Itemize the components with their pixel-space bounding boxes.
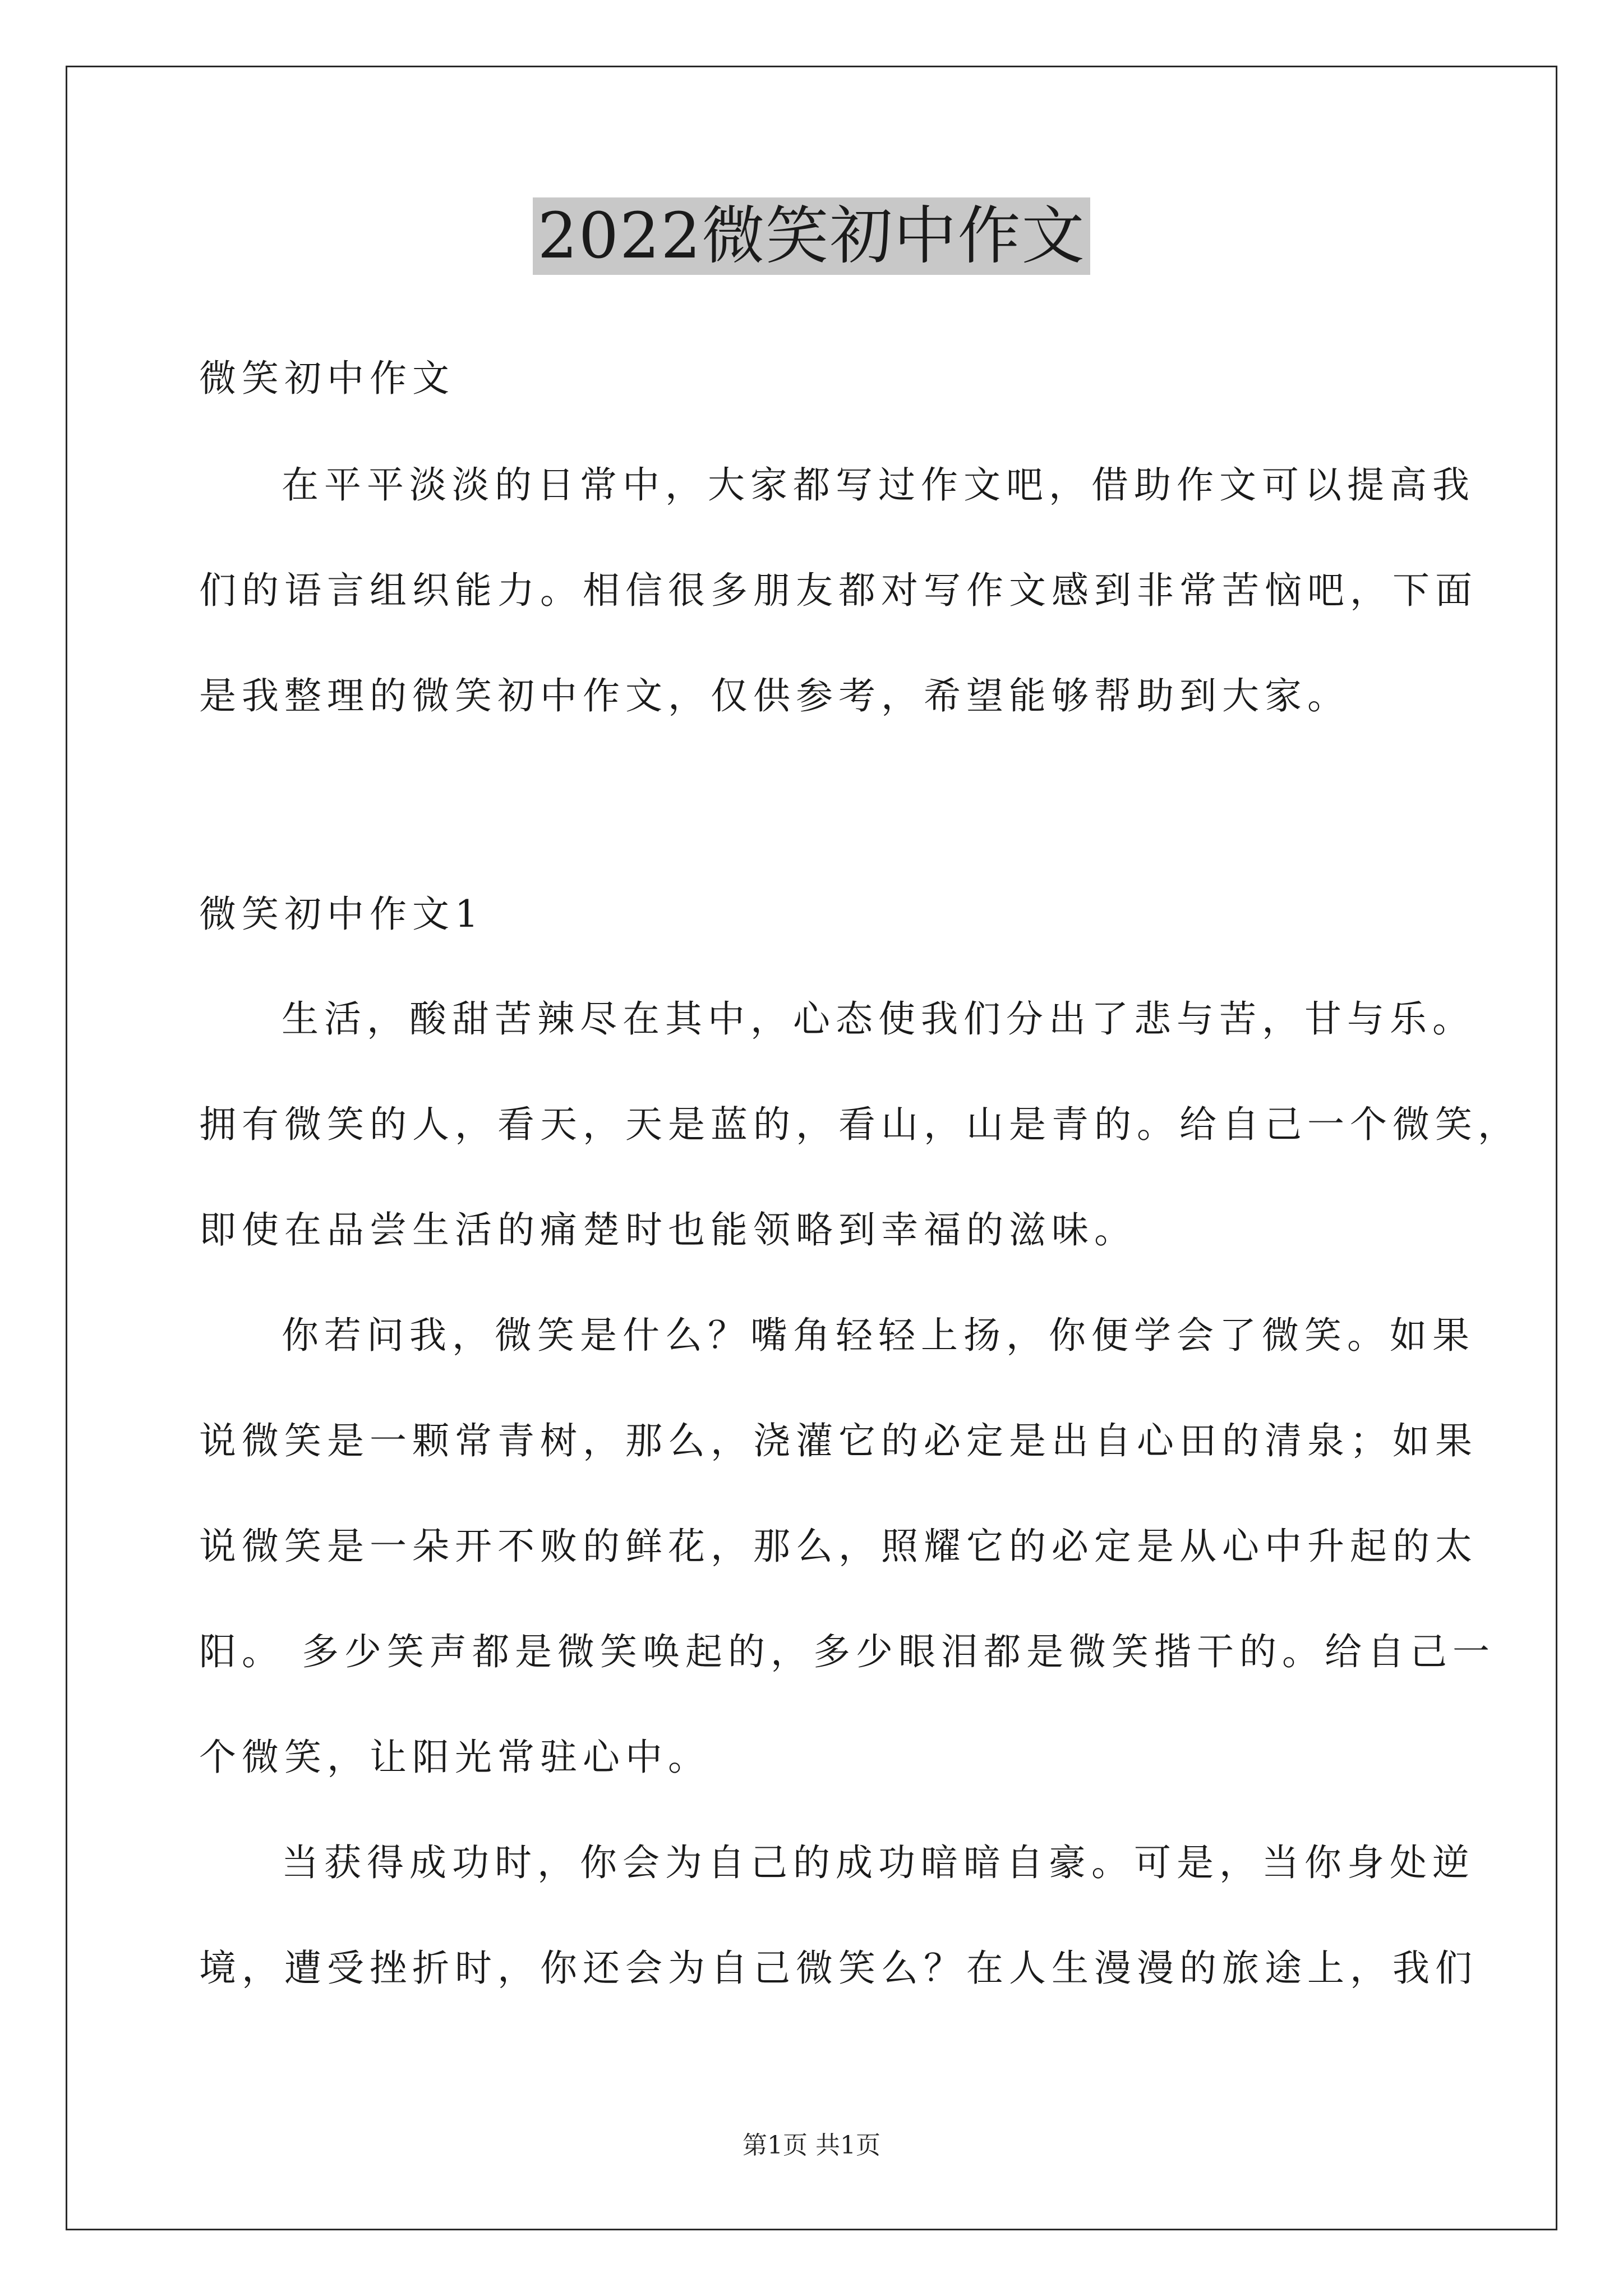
paragraph-line: 是我整理的微笑初中作文，仅供参考，希望能够帮助到大家。	[199, 674, 1350, 717]
paragraph-line: 生活，酸甜苦辣尽在其中，心态使我们分出了悲与苦，甘与乐。	[282, 997, 1475, 1041]
paragraph-line: 们的语言组织能力。相信很多朋友都对写作文感到非常苦恼吧，下面	[199, 569, 1478, 612]
paragraph-line: 境，遭受挫折时，你还会为自己微笑么？在人生漫漫的旅途上，我们	[199, 1947, 1478, 1990]
paragraph-line: 拥有微笑的人，看天，天是蓝的，看山，山是青的。给自己一个微笑，	[199, 1103, 1520, 1146]
paragraph-line: 你若问我，微笑是什么？嘴角轻轻上扬，你便学会了微笑。如果	[282, 1314, 1475, 1357]
section-heading: 微笑初中作文1	[199, 892, 484, 936]
paragraph-line: 说微笑是一颗常青树，那么，浇灌它的必定是出自心田的清泉；如果	[199, 1419, 1478, 1462]
document-title: 2022微笑初中作文	[533, 197, 1090, 275]
paragraph-line: 说微笑是一朵开不败的鲜花，那么，照耀它的必定是从心中升起的太	[199, 1525, 1478, 1568]
paragraph-line: 个微笑，让阳光常驻心中。	[199, 1736, 711, 1779]
title-container	[0, 197, 1623, 275]
subtitle: 微笑初中作文	[199, 357, 455, 400]
paragraph-line: 在平平淡淡的日常中，大家都写过作文吧，借助作文可以提高我	[282, 463, 1475, 507]
paragraph-line: 阳。 多少笑声都是微笑唤起的，多少眼泪都是微笑揩干的。给自己一	[199, 1630, 1495, 1673]
page-footer: 第1页 共1页	[743, 2131, 880, 2160]
paragraph-line: 当获得成功时，你会为自己的成功暗暗自豪。可是，当你身处逆	[282, 1841, 1475, 1884]
paragraph-line: 即使在品尝生活的痛楚时也能领略到幸福的滋味。	[199, 1208, 1137, 1251]
